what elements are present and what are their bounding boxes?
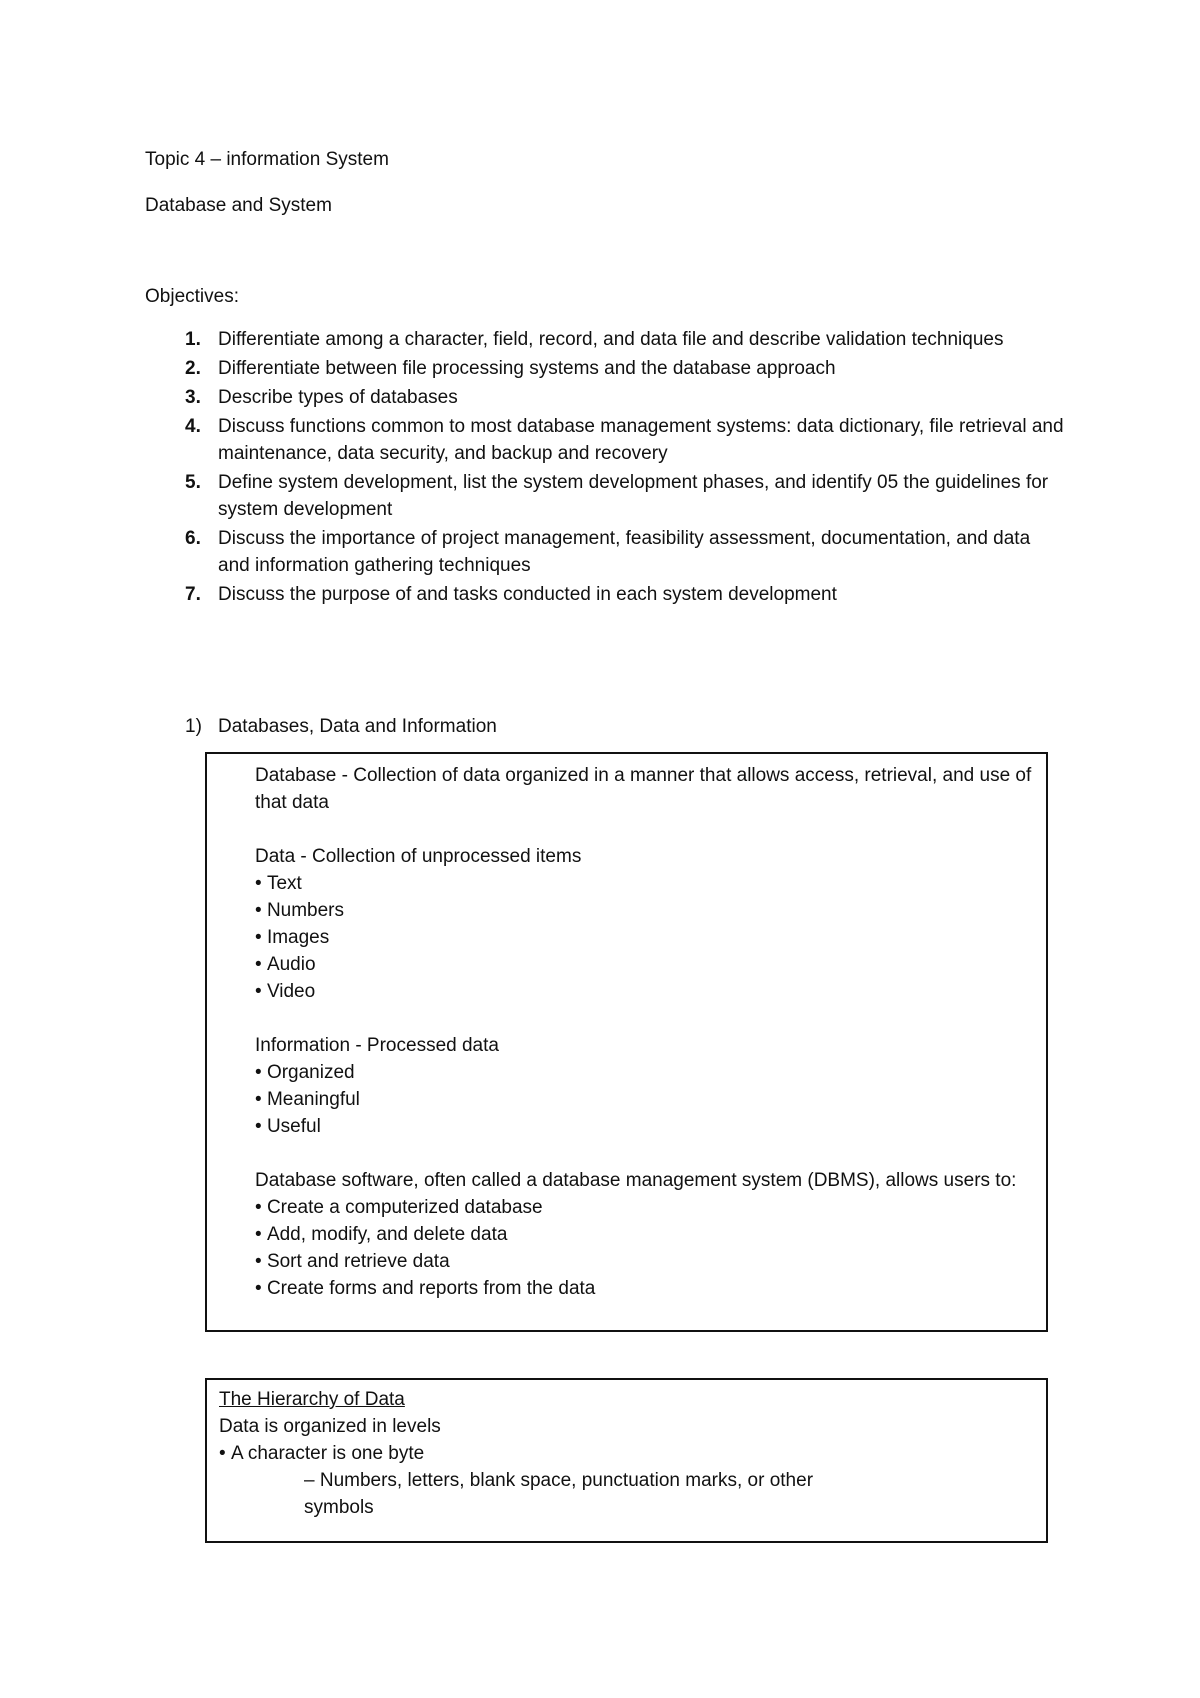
objective-text: Differentiate between file processing systems and the database approach (218, 358, 836, 379)
information-item: • Organized (255, 1059, 1034, 1086)
spacer (255, 816, 1034, 843)
objective-number: 6. (185, 528, 201, 549)
objective-number: 4. (185, 416, 201, 437)
hierarchy-intro: Data is organized in levels (219, 1416, 441, 1437)
dbms-definition: Database software, often called a database management system (DBMS), allows users to: (255, 1170, 1017, 1191)
data-item: • Text (255, 870, 1034, 897)
page-subtitle: Database and System (145, 195, 332, 216)
information-item: • Useful (255, 1113, 1034, 1140)
data-item: • Audio (255, 951, 1034, 978)
objective-number: 1. (185, 329, 201, 350)
objective-number: 3. (185, 387, 201, 408)
objective-text: Discuss the purpose of and tasks conducted in each system development (218, 584, 837, 605)
objective-item (145, 525, 1065, 579)
hierarchy-bullet: • A character is one byte (219, 1440, 1034, 1467)
information-item: • Meaningful (255, 1086, 1034, 1113)
hierarchy-subitem: – Numbers, letters, blank space, punctuation marks, or other symbols (304, 1470, 814, 1518)
objectives-list (145, 326, 1065, 610)
dbms-item: • Create a computerized database (255, 1194, 1034, 1221)
objective-item (145, 326, 1065, 353)
objective-text: Define system development, list the system development phases, and identify 05 the guidelines for system development (218, 472, 1049, 520)
hierarchy-heading: The Hierarchy of Data (219, 1389, 405, 1410)
objective-text: Discuss the importance of project management, feasibility assessment, documentation, and data and information gathering techniques (218, 528, 1031, 576)
objective-text: Differentiate among a character, field, record, and data file and describe validation techniques (218, 329, 1004, 350)
data-item: • Images (255, 924, 1034, 951)
section-number: 1) (185, 716, 202, 737)
information-definition: Information - Processed data (255, 1035, 499, 1056)
dbms-item: • Add, modify, and delete data (255, 1221, 1034, 1248)
objective-item (145, 469, 1065, 523)
data-item: • Video (255, 978, 1034, 1005)
spacer (255, 1005, 1034, 1032)
objective-text: Discuss functions common to most database management systems: data dictionary, file retrieval and maintenance, data security, and backup and recovery (218, 416, 1064, 464)
objective-item (145, 384, 1065, 411)
page-title: Topic 4 – information System (145, 149, 389, 170)
objective-text: Describe types of databases (218, 387, 458, 408)
definitions-box (205, 752, 1048, 1332)
section-title: Databases, Data and Information (218, 716, 497, 737)
dbms-item: • Sort and retrieve data (255, 1248, 1034, 1275)
hierarchy-box (205, 1378, 1048, 1543)
objective-item (145, 355, 1065, 382)
objective-item (145, 413, 1065, 467)
dbms-item: • Create forms and reports from the data (255, 1275, 1034, 1302)
objective-number: 2. (185, 358, 201, 379)
data-item: • Numbers (255, 897, 1034, 924)
objective-number: 5. (185, 472, 201, 493)
spacer (255, 1140, 1034, 1167)
objectives-heading: Objectives: (145, 286, 239, 307)
database-definition: Database - Collection of data organized in a manner that allows access, retrieval, and use of that data (255, 765, 1032, 813)
objective-item (145, 581, 1065, 608)
data-definition: Data - Collection of unprocessed items (255, 846, 582, 867)
objective-number: 7. (185, 584, 201, 605)
